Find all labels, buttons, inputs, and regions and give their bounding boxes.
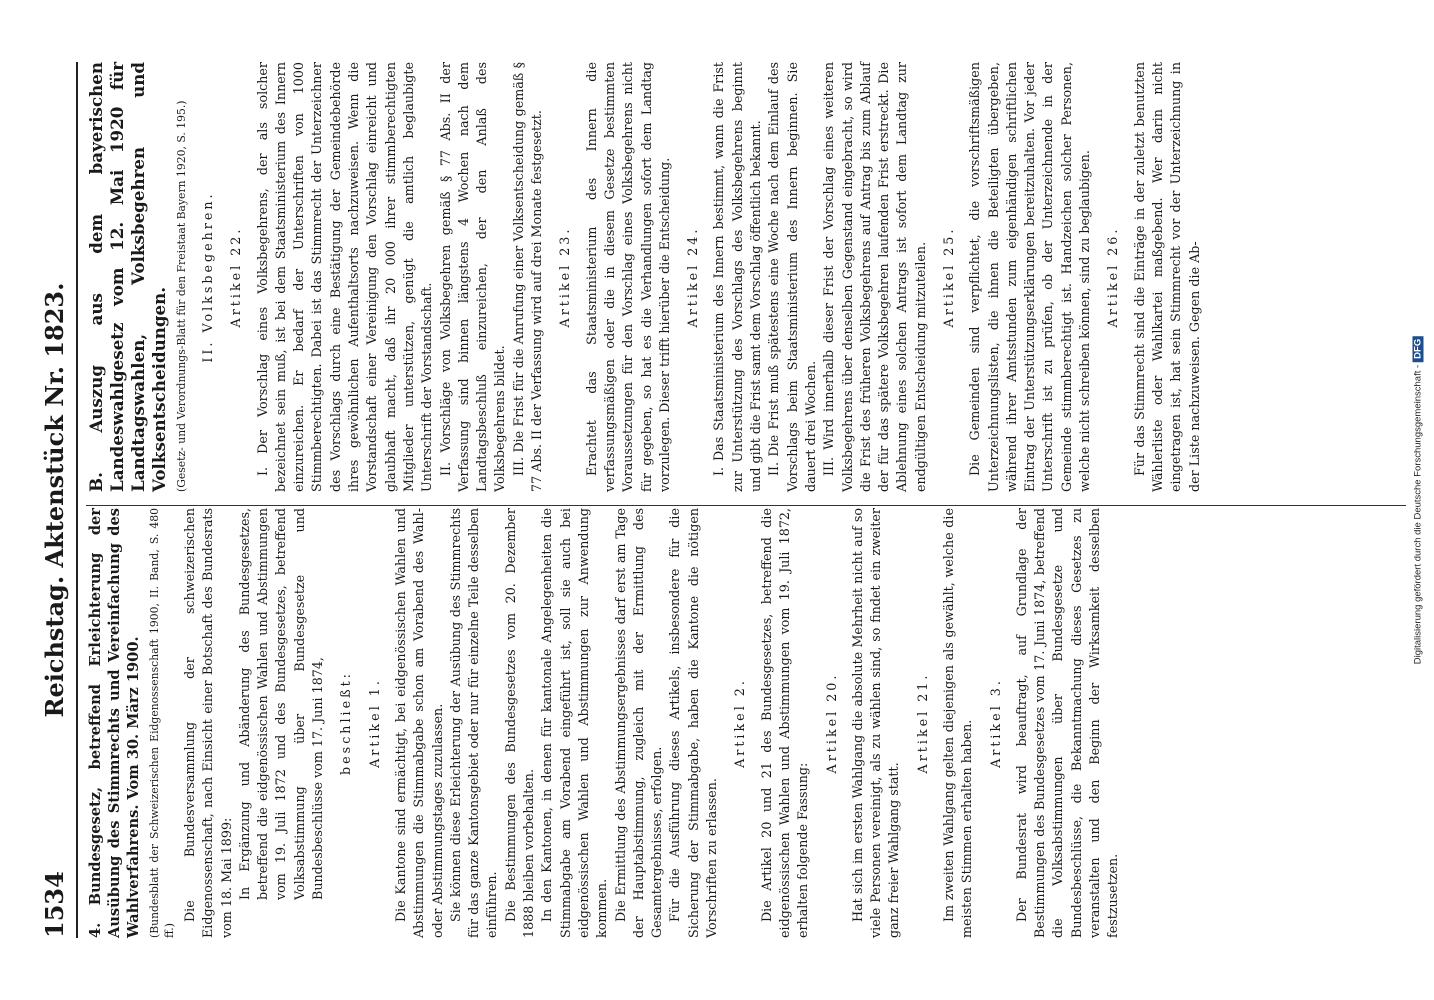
subsection-heading: II. Volksbegehren. xyxy=(200,191,215,363)
page-number: 1534 xyxy=(40,871,69,938)
paragraph: Die Bestimmungen des Bundesgesetzes vom 20. Dezember 1888 bleiben vorbehalten. xyxy=(502,508,537,938)
paragraph: II. Die Frist muß spätestens eine Woche nach dem Einlauf des Vorschlags beim Staatsministerium des Innern beginnen. Sie dauert drei Wochen. xyxy=(766,62,818,492)
article-heading: Artikel 20. xyxy=(823,672,839,774)
paragraph: Erachtet das Staatsministerium des Innern die verfassungsmäßigen oder die in diesem Gesetze bestimmten Voraussetzungen für den Vorschlag eines Volksbegehrens nicht für gegeben, so hat es die Verhandlungen sofort dem Landtag vorzulegen. Dieser trifft hierüber die Entscheidung. xyxy=(583,62,672,492)
section-title: 4. Bundesgesetz, betreffend Erleichterung der Ausübung des Stimmrechts und Vereinfachung des Wahlverfahrens. Vom 30. März 1900. xyxy=(87,508,142,938)
article-heading: Artikel 3. xyxy=(987,678,1003,768)
paragraph: III. Die Frist für die Anrufung einer Volksentscheidung gemäß § 77 Abs. II der Verfassung wird auf drei Monate festgesetzt. xyxy=(510,62,545,492)
source-citation: (Gesetz- und Verordnungs-Blatt für den Freistaat Bayern 1920, S. 195.) xyxy=(175,100,188,492)
paragraph: Für das Stimmrecht sind die Einträge in der zuletzt benutzten Wählerliste oder Wahlkartei maßgebend. Wer darin nicht eingetragen ist, hat sein Stimmrecht vor der Unterzeichnung in der Liste nachzuweisen. Gegen die Ab- xyxy=(1131,62,1202,492)
paragraph: I. Das Staatsministerium des Innern bestimmt, wann die Frist zur Unterstützung des Vorschlags des Volksbegehrens beginnt und gibt die Frist samt dem Vorschlag öffentlich bekannt. xyxy=(711,62,764,492)
digitization-text: Digitalisierung gefördert durch die Deutsche Forschungsgemeinschaft - xyxy=(1412,364,1424,665)
paragraph: Für die Ausführung dieses Artikels, insbesondere für die Sicherung der Stimmabgabe, haben die Kantone die nötigen Vorschriften zu erlassen. xyxy=(667,508,720,938)
page-header xyxy=(40,62,74,938)
paragraph: Die Gemeinden sind verpflichtet, die vorschriftsmäßigen Unterzeichnungslisten, die ihnen die Beteiligten übergeben, während ihrer Amtsstunden zum eigenhändigen schriftlichen Eintrag der Unterstützungserklärungen bereitzuhalten. Vor jeder Unterschrift ist zu prüfen, ob der Unterzeichnende in der Gemeinde stimmberechtigt ist. Handzeichen solcher Personen, welche nicht schreiben können, sind zu beglaubigen. xyxy=(967,62,1093,492)
article-heading: Artikel 25. xyxy=(940,226,956,328)
paragraph: In den Kantonen, in denen für kantonale Angelegenheiten die Stimmabgabe am Vorabend eingeführt ist, soll sie auch bei eidgenössischen Wahlen und Abstimmungen zur Anwendung kommen. xyxy=(539,508,610,938)
article-heading: Artikel 23. xyxy=(557,226,573,328)
dfg-logo: DFG xyxy=(1413,336,1424,362)
right-column xyxy=(86,62,1204,492)
paragraph: Im zweiten Wahlgang gelten diejenigen als gewählt, welche die meisten Stimmen erhalten haben. xyxy=(940,508,975,938)
article-heading: Artikel 2. xyxy=(732,678,748,768)
article-heading: Artikel 1. xyxy=(366,678,382,768)
paragraph: Die Bundesversammlung der schweizerischen Eidgenossenschaft, nach Einsicht einer Botschaft des Bundesrats vom 18. Mai 1899: xyxy=(182,508,234,938)
resolution-heading: beschließt: xyxy=(338,671,354,775)
left-column xyxy=(86,508,1123,938)
paragraph: Sie können diese Erleichterung der Ausübung des Stimmrechts für das ganze Kantonsgebiet oder nur für einzelne Teile desselben einführen. xyxy=(447,508,500,938)
running-title: Reichstag. Aktenstück Nr. 1823. xyxy=(40,282,69,718)
paragraph: Die Kantone sind ermächtigt, bei eidgenössischen Wahlen und Abstimmungen die Stimmabgabe schon am Vorabend des Wahl- oder Abstimmungstages zuzulassen. xyxy=(392,508,445,938)
section-title: B. Auszug aus dem bayerischen Landeswahlgesetz vom 12. Mai 1920 für Landtagswahlen, Volksbegehren und Volksentscheidungen. xyxy=(86,62,169,492)
source-citation: (Bundesblatt der Schweizerischen Eidgenossenschaft 1900, II. Band, S. 480 ff.) xyxy=(148,508,176,938)
paragraph: Hat sich im ersten Wahlgang die absolute Mehrheit nicht auf so viele Personen vereinigt, als zu wählen sind, so findet ein zweiter ganz freier Wahlgang statt. xyxy=(849,508,902,938)
article-heading: Artikel 24. xyxy=(685,226,701,328)
article-heading: Artikel 26. xyxy=(1105,226,1121,328)
paragraph: III. Wird innerhalb dieser Frist der Vorschlag eines weiteren Volksbegehrens über denselben Gegenstand eingebracht, so wird die Frist des früheren Volksbegehrens auf Antrag bis zum Ablauf der für das spätere Volksbegehren laufenden Frist erstreckt. Die Ablehnung eines solchen Antrags ist sofort dem Landtag zur endgültigen Entscheidung mitzuteilen. xyxy=(821,62,928,492)
digitization-note xyxy=(1406,6,1430,994)
article-heading: Artikel 21. xyxy=(914,672,930,774)
article-heading: Artikel 22. xyxy=(228,226,244,328)
column-divider xyxy=(86,505,1406,506)
paragraph: In Ergänzung und Abänderung des Bundesgesetzes, betreffend die eidgenössischen Wahlen und Abstimmungen vom 19. Juli 1872 und des Bundesgesetzes, betreffend Volksabstimmung über Bundesgesetze und Bundesbeschlüsse vom 17. Juni 1874, xyxy=(236,508,326,900)
paragraph: Die Ermittlung des Abstimmungsergebnisses darf erst am Tage der Hauptabstimmung, zugleich mit der Ermittlung des Gesamtergebnisses, erfolgen. xyxy=(612,508,665,938)
paragraph: II. Vorschläge von Volksbegehren gemäß § 77 Abs. II der Verfassung sind binnen längstens 4 Wochen nach dem Landtagsbeschluß einzureichen, der den Anlaß des Volksbegehrens bildet. xyxy=(437,62,508,492)
header-rule xyxy=(76,62,78,938)
paragraph: Die Artikel 20 und 21 des Bundesgesetzes, betreffend die eidgenössischen Wahlen und Abstimmungen vom 19. Juli 1872, erhalten folgende Fassung: xyxy=(758,508,811,938)
paragraph: I. Der Vorschlag eines Volksbegehrens, der als solcher bezeichnet sein muß, ist bei dem Staatsministerium des Innern einzureichen. Er bedarf der Unterschriften von 1000 Stimmberechtigten. Dabei ist das Stimmrecht der Unterzeichner des Vorschlags durch eine Bestätigung der Gemeindebehörde ihres gewöhnlichen Aufenthaltsorts nachzuweisen. Wenn die Vorstandschaft einer Vereinigung den Vorschlag einreicht und glaubhaft macht, daß ihr 20 000 ihrer stimmberechtigten Mitglieder unterstützen, genügt die amtlich beglaubigte Unterschrift der Vorstandschaft. xyxy=(254,62,435,492)
paragraph: Der Bundesrat wird beauftragt, auf Grundlage der Bestimmungen des Bundesgesetzes vom 17. Juni 1874, betreffend die Volksabstimmungen über Bundesgesetze und Bundesbeschlüsse, die Bekanntmachung dieses Gesetzes zu veranstalten und den Beginn der Wirksamkeit desselben festzusetzen. xyxy=(1013,508,1121,938)
